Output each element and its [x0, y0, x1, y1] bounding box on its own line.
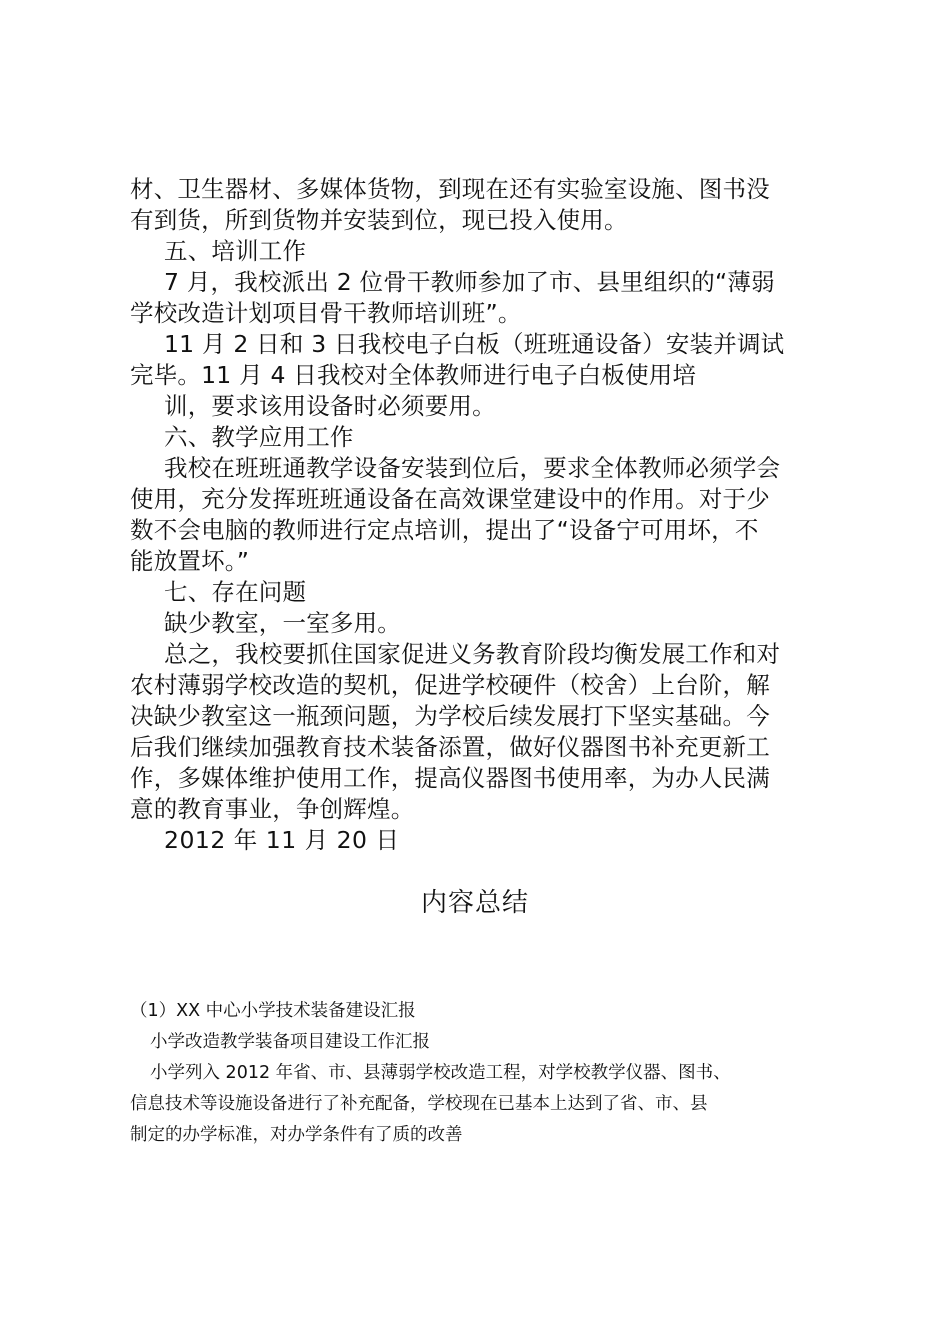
paragraph-line: 能放置坏。” — [130, 547, 250, 575]
paragraph-line: 训，要求该用设备时必须要用。 — [164, 392, 496, 420]
summary-body-text — [130, 996, 830, 1151]
paragraph-line: 材、卫生器材、多媒体货物，到现在还有实验室设施、图书没 — [130, 175, 770, 203]
main-body-text — [130, 174, 830, 856]
summary-line: 制定的办学标准，对办学条件有了质的改善 — [130, 1125, 463, 1145]
summary-title: 内容总结 — [420, 888, 529, 918]
summary-line: 小学改造教学装备项目建设工作汇报 — [150, 1032, 430, 1052]
paragraph-line: 11 月 2 日和 3 日我校电子白板（班班通设备）安装并调试 — [164, 330, 785, 358]
section-heading-teaching: 六、教学应用工作 — [164, 423, 354, 451]
paragraph-line: 我校在班班通教学设备安装到位后，要求全体教师必须学会 — [164, 454, 781, 482]
document-date: 2012 年 11 月 20 日 — [164, 826, 400, 854]
section-heading-problems: 七、存在问题 — [164, 578, 307, 606]
paragraph-line: 数不会电脑的教师进行定点培训，提出了“设备宁可用坏，不 — [130, 516, 759, 544]
paragraph-line: 完毕。11 月 4 日我校对全体教师进行电子白板使用培 — [130, 361, 697, 389]
paragraph-line: 学校改造计划项目骨干教师培训班”。 — [130, 299, 522, 327]
section-heading-training: 五、培训工作 — [164, 237, 307, 265]
paragraph-line: 意的教育事业，争创辉煌。 — [130, 795, 415, 823]
paragraph-line: 作，多媒体维护使用工作，提高仪器图书使用率，为办人民满 — [130, 764, 770, 792]
summary-line: （1）XX 中心小学技术装备建设汇报 — [130, 1001, 416, 1021]
paragraph-line: 缺少教室，一室多用。 — [164, 609, 401, 637]
summary-line: 信息技术等设施设备进行了补充配备，学校现在已基本上达到了省、市、县 — [130, 1094, 708, 1114]
paragraph-line: 有到货，所到货物并安装到位，现已投入使用。 — [130, 206, 628, 234]
paragraph-line: 7 月，我校派出 2 位骨干教师参加了市、县里组织的“薄弱 — [164, 268, 775, 296]
paragraph-line: 总之，我校要抓住国家促进义务教育阶段均衡发展工作和对 — [164, 640, 781, 668]
paragraph-line: 后我们继续加强教育技术装备添置，做好仪器图书补充更新工 — [130, 733, 770, 761]
paragraph-line: 农村薄弱学校改造的契机，促进学校硬件（校舍）上台阶，解 — [130, 671, 770, 699]
summary-line: 小学列入 2012 年省、市、县薄弱学校改造工程，对学校教学仪器、图书、 — [150, 1063, 731, 1083]
paragraph-line: 使用，充分发挥班班通设备在高效课堂建设中的作用。对于少 — [130, 485, 770, 513]
paragraph-line: 决缺少教室这一瓶颈问题，为学校后续发展打下坚实基础。今 — [130, 702, 770, 730]
